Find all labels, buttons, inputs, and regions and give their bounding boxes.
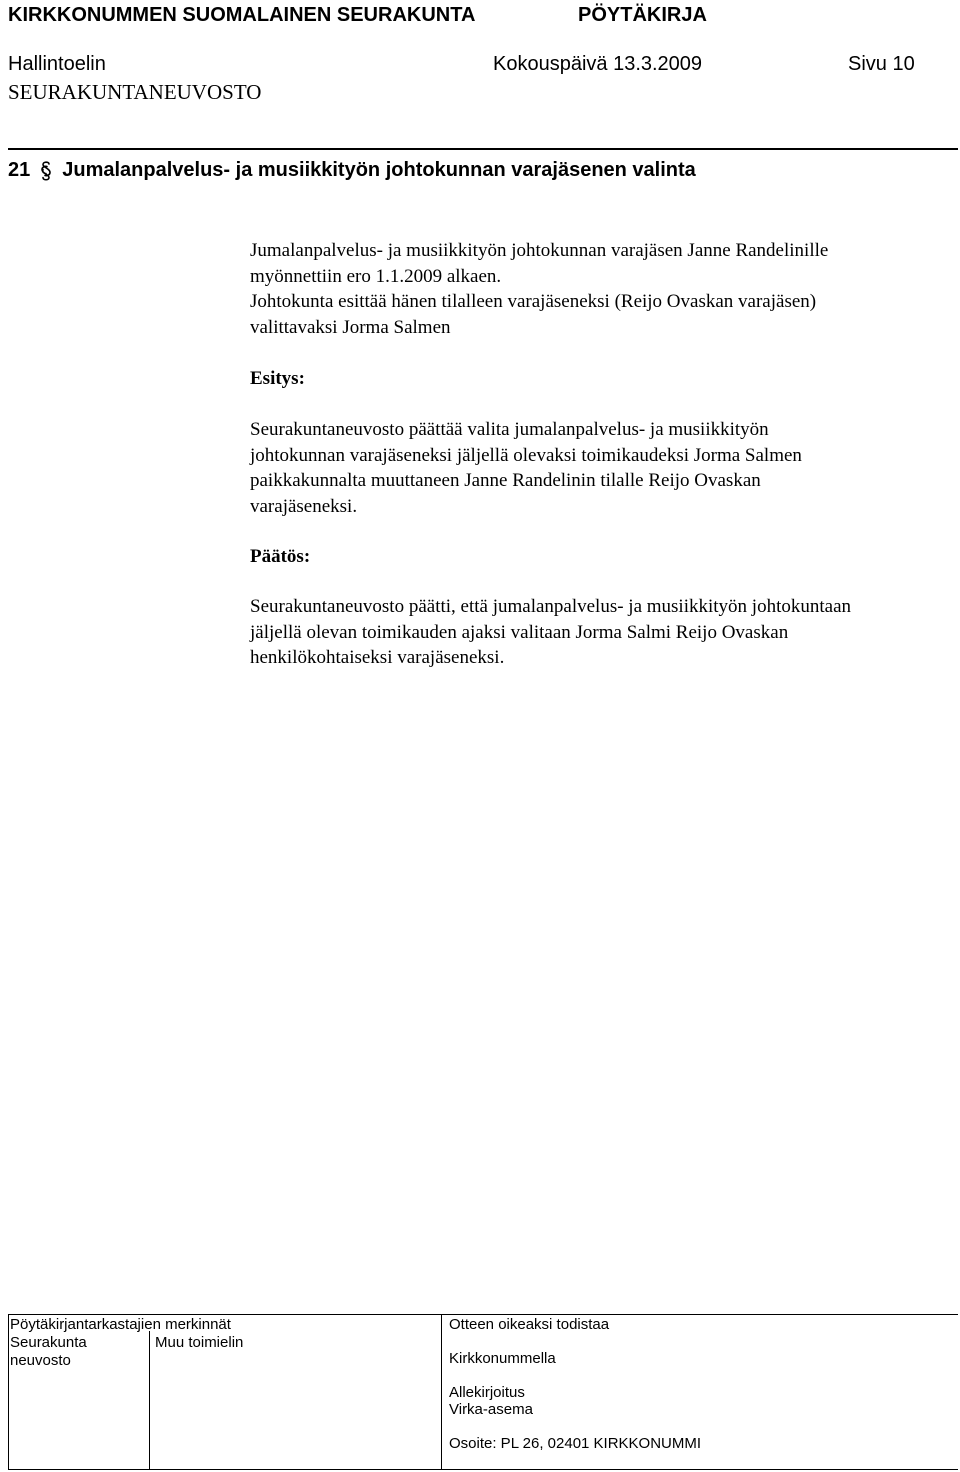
proposal-line: paikkakunnalta muuttaneen Janne Randelinin tilalle Reijo Ovaskan: [250, 470, 761, 491]
proposal-label: Esitys:: [250, 368, 305, 389]
footer-mid-rule: [441, 1314, 442, 1470]
parish-column-label-2: neuvosto: [10, 1352, 71, 1369]
decision-label: Päätös:: [250, 546, 311, 567]
place-label: Kirkkonummella: [449, 1350, 556, 1367]
decision-line: jäljellä olevan toimikauden ajaksi valitaan Jorma Salmi Reijo Ovaskan: [250, 621, 789, 643]
footer-bottom-rule: [8, 1469, 958, 1470]
document-type: PÖYTÄKIRJA: [578, 4, 707, 26]
other-body-column-label: Muu toimielin: [155, 1334, 244, 1351]
decision-line: Seurakuntaneuvosto päätti, että jumalanpalvelus- ja musiikkityön johtokuntaan: [250, 596, 852, 617]
section-heading: [8, 159, 696, 182]
proposal-line: varajäseneksi.: [250, 495, 358, 517]
proposal-paragraph: [250, 417, 955, 519]
meeting-date: Kokouspäivä 13.3.2009: [493, 53, 703, 75]
section-sign-icon: [40, 160, 52, 182]
section-title: Jumalanpalvelus- ja musiikkityön johtokunnan varajäsenen valinta: [62, 159, 696, 181]
footer-left-rule: [8, 1314, 9, 1470]
position-label: Virka-asema: [449, 1401, 533, 1418]
certified-heading: Otteen oikeaksi todistaa: [449, 1316, 610, 1333]
decision-line: henkilökohtaiseksi varajäseneksi.: [250, 647, 505, 668]
reviewers-heading: Pöytäkirjantarkastajien merkinnät: [10, 1316, 231, 1333]
address-label: Osoite: PL 26, 02401 KIRKKONUMMI: [449, 1435, 702, 1452]
signature-label: Allekirjoitus: [449, 1384, 525, 1401]
organization-name: KIRKKONUMMEN SUOMALAINEN SEURAKUNTA: [8, 4, 476, 26]
intro-paragraph: [250, 238, 955, 340]
page-number: Sivu 10: [848, 53, 915, 75]
footer-col-divider: [149, 1331, 150, 1470]
footer-top-rule: [8, 1314, 958, 1315]
header-divider: [8, 148, 958, 150]
decision-paragraph: [250, 594, 955, 671]
parish-column-label: Seurakunta: [10, 1334, 87, 1351]
proposal-line: Seurakuntaneuvosto päättää valita jumalanpalvelus- ja musiikkityön: [250, 419, 769, 440]
intro-line: valittavaksi Jorma Salmen: [250, 316, 451, 338]
intro-line: Johtokunta esittää hänen tilalleen varajäseneksi (Reijo Ovaskan varajäsen): [250, 291, 817, 312]
intro-line: Jumalanpalvelus- ja musiikkityön johtokunnan varajäsen Janne Randelinille: [250, 240, 829, 261]
intro-line: myönnettiin ero 1.1.2009 alkaen.: [250, 265, 502, 287]
department-label: Hallintoelin: [8, 53, 106, 75]
section-number: 21: [8, 159, 31, 181]
governing-body: SEURAKUNTANEUVOSTO: [8, 80, 262, 104]
proposal-line: johtokunnan varajäseneksi jäljellä olevaksi toimikaudeksi Jorma Salmen: [250, 444, 802, 466]
